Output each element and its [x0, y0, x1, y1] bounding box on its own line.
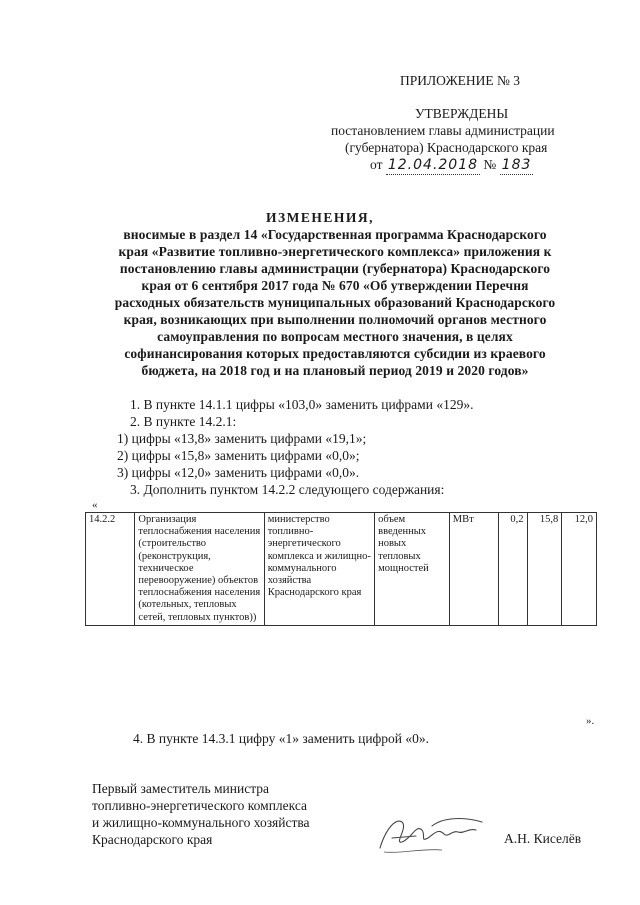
number-prefix: № — [483, 157, 497, 172]
approval-date-line — [370, 156, 600, 175]
signatory-line: и жилищно-коммунального хозяйства — [92, 815, 310, 830]
handwritten-number: 183 — [501, 157, 532, 173]
item-2: 2. В пункте 14.2.1: — [130, 414, 237, 429]
title-line: вносимые в раздел 14 «Государственная программа Краснодарского — [123, 227, 547, 242]
from-prefix: от — [370, 157, 383, 172]
handwritten-signature — [372, 808, 492, 860]
cell-2018: 0,2 — [499, 513, 527, 626]
item-2-sub-2: 2) цифры «15,8» заменить цифрами «0,0»; — [117, 448, 360, 463]
appendix-label: ПРИЛОЖЕНИЕ № 3 — [400, 73, 521, 88]
title-line: края от 6 сентября 2017 года № 670 «Об утверждении Перечня — [141, 278, 529, 293]
item-2-sub-3: 3) цифры «12,0» заменить цифрами «0,0». — [117, 465, 360, 480]
signatory-name: А.Н. Киселёв — [504, 831, 582, 846]
title-line: бюджета, на 2018 год и на плановый период 2019 и 2020 годов» — [141, 363, 529, 378]
title-line: расходных обязательств муниципальных образований Краснодарского — [114, 295, 556, 310]
table-row — [86, 513, 597, 626]
approval-line-1: постановлением главы администрации — [331, 123, 555, 138]
cell-ministry: министерство топливно-энергетического комплекса и жилищно-коммунального хозяйства Краснодарского края — [264, 513, 374, 626]
title-line: края, возникающих при выполнении полномочий органов местного — [123, 312, 547, 327]
approved-label: УТВЕРЖДЕНЫ — [415, 106, 509, 121]
cell-indicator: объем введенных новых тепловых мощностей — [375, 513, 450, 626]
signatory-line: Краснодарского края — [92, 832, 213, 847]
approval-line-2: (губернатора) Краснодарского края — [345, 140, 548, 155]
cell-2019: 15,8 — [527, 513, 562, 626]
item-3: 3. Дополнить пунктом 14.2.2 следующего содержания: — [130, 482, 445, 497]
item-1: 1. В пункте 14.1.1 цифры «103,0» заменить цифрами «129». — [130, 397, 474, 412]
title-line: края «Развитие топливно-энергетического комплекса» приложения к — [118, 244, 552, 259]
changes-heading: ИЗМЕНЕНИЯ, — [265, 210, 374, 225]
signatory-line: топливно-энергетического комплекса — [92, 798, 308, 813]
title-line: постановлению главы администрации (губернатора) Краснодарского — [119, 261, 551, 276]
table-open-quote: « — [92, 499, 98, 511]
table-close-quote: ». — [586, 715, 595, 727]
changes-description — [85, 226, 585, 379]
handwritten-date: 12.04.2018 — [387, 157, 479, 173]
cell-code: 14.2.2 — [86, 513, 135, 626]
signatory-line: Первый заместитель министра — [92, 781, 270, 796]
item-4: 4. В пункте 14.3.1 цифру «1» заменить цифрой «0». — [133, 731, 430, 746]
title-line: софинансирования которых предоставляются субсидии из краевого — [124, 346, 546, 361]
signatory-title — [92, 780, 352, 848]
program-table — [85, 512, 597, 626]
cell-2020: 12,0 — [562, 513, 597, 626]
cell-unit: МВт — [449, 513, 498, 626]
cell-name: Организация теплоснабжения населения (строительство (реконструкция, техническое перевооружение) объектов теплоснабжения населения (котельных, тепловых сетей, тепловых пунктов)) — [135, 513, 264, 626]
item-2-sub-1: 1) цифры «13,8» заменить цифрами «19,1»; — [117, 431, 367, 446]
title-line: самоуправления по вопросам местного значения, в целях — [157, 329, 513, 344]
